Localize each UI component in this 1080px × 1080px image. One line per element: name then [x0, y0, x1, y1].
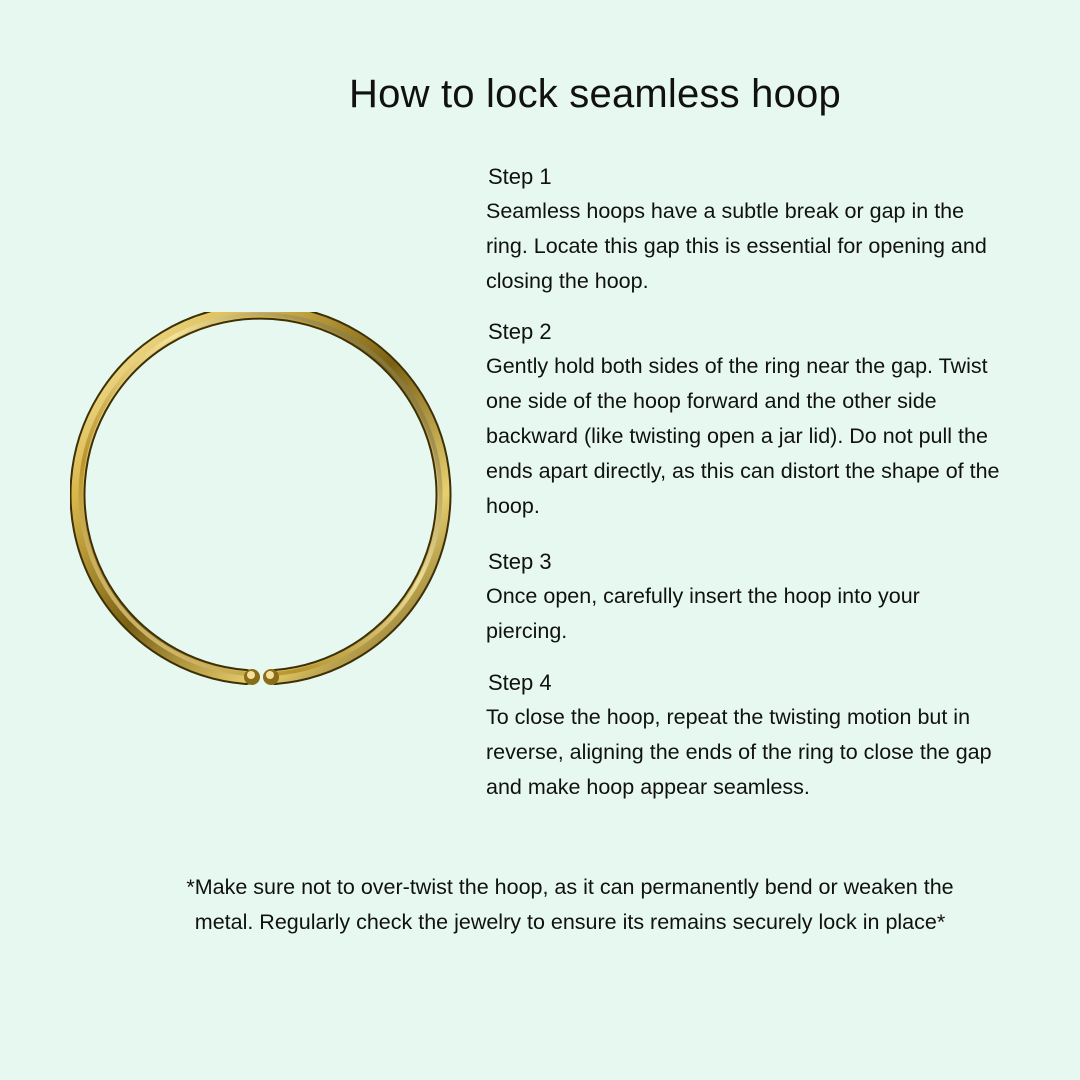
- step-3: [486, 545, 1006, 649]
- step-1-label: Step 1: [488, 164, 552, 189]
- step-4-label: Step 4: [488, 670, 552, 695]
- hoop-ring-image: [70, 312, 460, 702]
- gold-hoop-ring-icon: [70, 312, 460, 702]
- step-1: [486, 160, 1006, 299]
- step-1-text: Seamless hoops have a subtle break or gap in the ring. Locate this gap this is essential for opening and closing the hoop.: [486, 199, 987, 293]
- care-note: *Make sure not to over-twist the hoop, as it can permanently bend or weaken the metal. Regularly check the jewelry to ensure its remains securely lock in place*: [186, 875, 954, 934]
- step-2-label: Step 2: [488, 319, 552, 344]
- step-4: [486, 666, 1006, 805]
- step-3-label: Step 3: [488, 549, 552, 574]
- step-4-text: To close the hoop, repeat the twisting motion but in reverse, aligning the ends of the ring to close the gap and make hoop appear seamless.: [486, 705, 992, 799]
- step-3-text: Once open, carefully insert the hoop into your piercing.: [486, 584, 920, 643]
- step-2-text: Gently hold both sides of the ring near the gap. Twist one side of the hoop forward and the other side backward (like twisting open a jar lid). Do not pull the ends apart directly, as this can distort the shape of the hoop.: [486, 354, 1000, 518]
- page-title: How to lock seamless hoop: [349, 72, 841, 116]
- step-2: [486, 315, 1006, 524]
